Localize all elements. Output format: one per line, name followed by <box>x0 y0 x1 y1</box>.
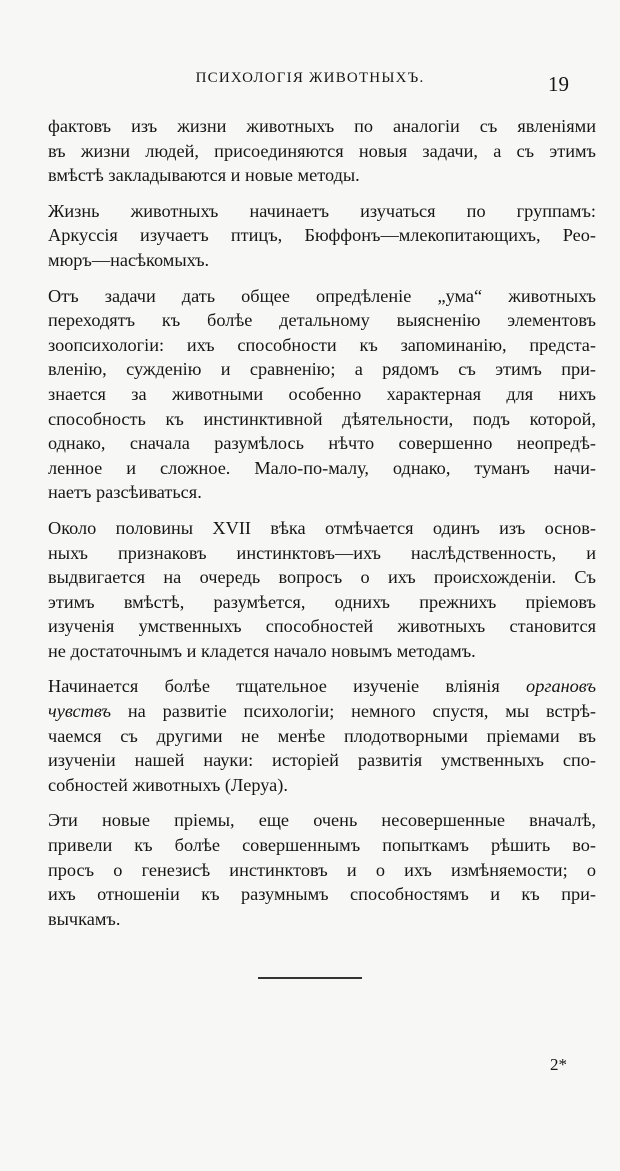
text-line: Эти новые пріемы, еще очень несовершенные вначалѣ, <box>48 810 596 831</box>
text-line: переходятъ къ болѣе детальному выясненію элементовъ <box>48 310 596 331</box>
paragraph <box>48 199 596 273</box>
italic-text: органовъ <box>526 676 596 697</box>
text-line: зоопсихологіи: ихъ способности къ запоминанію, предста- <box>48 334 596 355</box>
text-line: ихъ отношеніи къ разумнымъ способностямъ и къ при- <box>48 884 596 905</box>
text-line: вычкамъ. <box>48 908 121 929</box>
body-text <box>48 114 596 931</box>
text-line: вмѣстѣ закладываются и новые методы. <box>48 165 360 186</box>
text-line: ныхъ признаковъ инстинктовъ—ихъ наслѣдственность, и <box>48 542 596 563</box>
paragraph <box>48 674 596 797</box>
signature-mark: 2* <box>550 1055 567 1074</box>
running-head: ПСИХОЛОГІЯ ЖИВОТНЫХЪ. <box>195 70 425 86</box>
italic-text: чувствъ <box>48 701 112 722</box>
text-line: просъ о генезисѣ инстинктовъ и о ихъ измѣняемости; о <box>48 859 596 880</box>
text-line: изученія умственныхъ способностей животныхъ становится <box>48 616 596 637</box>
text-line: способность къ инстинктивной дѣятельности, подъ которой, <box>48 408 596 429</box>
text-line <box>48 674 596 699</box>
paragraph <box>48 284 596 505</box>
text-line: ленное и сложное. Мало-по-малу, однако, туманъ начи- <box>48 457 596 478</box>
text-line: Аркуссія изучаетъ птицъ, Бюффонъ—млекопитающихъ, Рео- <box>48 225 596 246</box>
text-line: чаемся съ другими не менѣе плодотворными пріемами въ <box>48 725 596 746</box>
page-number: 19 <box>548 72 569 96</box>
text-line: привели къ болѣе совершеннымъ попыткамъ рѣшить во- <box>48 835 596 856</box>
text-line: наетъ разсѣиваться. <box>48 482 202 503</box>
text-line: вленію, сужденію и сравненію; а рядомъ съ этимъ при- <box>48 359 596 380</box>
text-run: Начинается болѣе тщательное изученіе вліянія <box>48 676 527 697</box>
text-line: Отъ задачи дать общее опредѣленіе „ума“ животныхъ <box>48 285 596 306</box>
text-line: Жизнь животныхъ начинаетъ изучаться по группамъ: <box>48 200 596 221</box>
text-line: Около половины XVII вѣка отмѣчается одинъ изъ основ- <box>48 517 596 538</box>
text-line: не достаточнымъ и кладется начало новымъ методамъ. <box>48 640 476 661</box>
text-line: выдвигается на очередь вопросъ о ихъ происхожденіи. Съ <box>48 567 596 588</box>
text-line: однако, сначала разумѣлось нѣчто совершенно неопредѣ- <box>48 433 596 454</box>
text-line: изученіи нашей науки: исторіей развитія умственныхъ спо- <box>48 750 596 771</box>
paragraph <box>48 516 596 664</box>
text-run: на развитіе психологіи; немного спустя, мы встрѣ- <box>111 701 596 722</box>
text-line: знается за животными особенно характерная для нихъ <box>48 383 596 404</box>
section-divider <box>258 977 362 979</box>
text-line: собностей животныхъ (Леруа). <box>48 774 288 795</box>
text-line: въ жизни людей, присоединяются новыя задачи, а съ этимъ <box>48 140 596 161</box>
paragraph <box>48 808 596 931</box>
text-line <box>48 699 596 724</box>
text-line: мюръ—насѣкомыхъ. <box>48 249 210 270</box>
paragraph <box>48 114 596 188</box>
text-line: фактовъ изъ жизни животныхъ по аналогіи съ явленіями <box>48 116 596 136</box>
text-line: этимъ вмѣстѣ, разумѣется, однихъ прежнихъ пріемовъ <box>48 591 596 612</box>
